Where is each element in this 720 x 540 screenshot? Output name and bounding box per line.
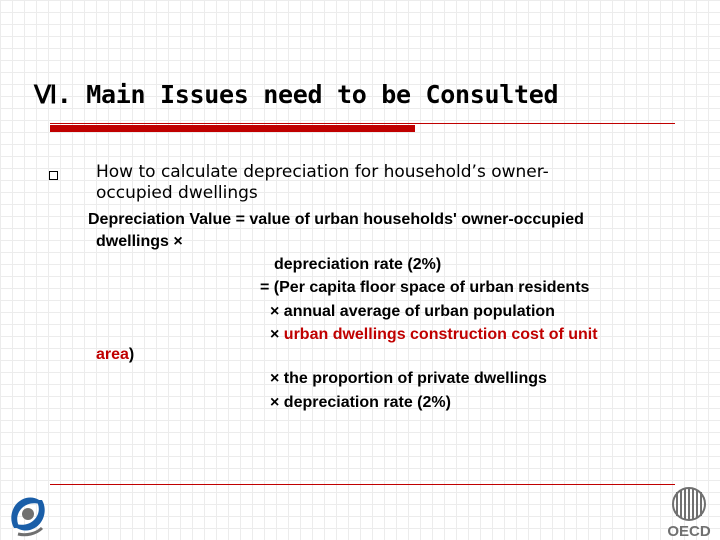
slide-title: Ⅵ. Main Issues need to be Consulted xyxy=(34,80,559,109)
formula-line-6-prefix: × xyxy=(270,326,284,343)
formula-line-8: × the proportion of private dwellings xyxy=(270,370,547,387)
formula-line-6-highlight: urban dwellings construction cost of unit xyxy=(283,326,598,343)
square-bullet-icon xyxy=(49,171,58,180)
formula-line-1: Depreciation Value = value of urban households' owner-occupied xyxy=(88,211,584,228)
bullet-text-line2: occupied dwellings xyxy=(96,183,258,203)
formula-line-6 xyxy=(270,326,598,344)
formula-line-9: × depreciation rate (2%) xyxy=(270,394,451,411)
formula-line-7 xyxy=(96,346,134,364)
formula-line-2: dwellings × xyxy=(96,233,183,250)
bullet-text-line1: How to calculate depreciation for household’s owner- xyxy=(96,162,549,182)
formula-line-7-suffix: ) xyxy=(128,346,135,363)
footer-rule xyxy=(50,484,675,485)
formula-line-3: depreciation rate (2%) xyxy=(274,256,442,273)
agency-swirl-logo-icon xyxy=(4,490,52,538)
title-underline-bar xyxy=(50,125,415,132)
bullet-text xyxy=(96,162,549,204)
formula-line-7-highlight: area xyxy=(96,346,129,363)
formula-line-5: × annual average of urban population xyxy=(270,303,555,320)
oecd-logo-icon xyxy=(660,486,718,540)
oecd-logo-text: OECD xyxy=(667,523,711,540)
title-underline-thin xyxy=(50,123,675,124)
formula-line-4: = (Per capita floor space of urban residents xyxy=(260,279,590,296)
